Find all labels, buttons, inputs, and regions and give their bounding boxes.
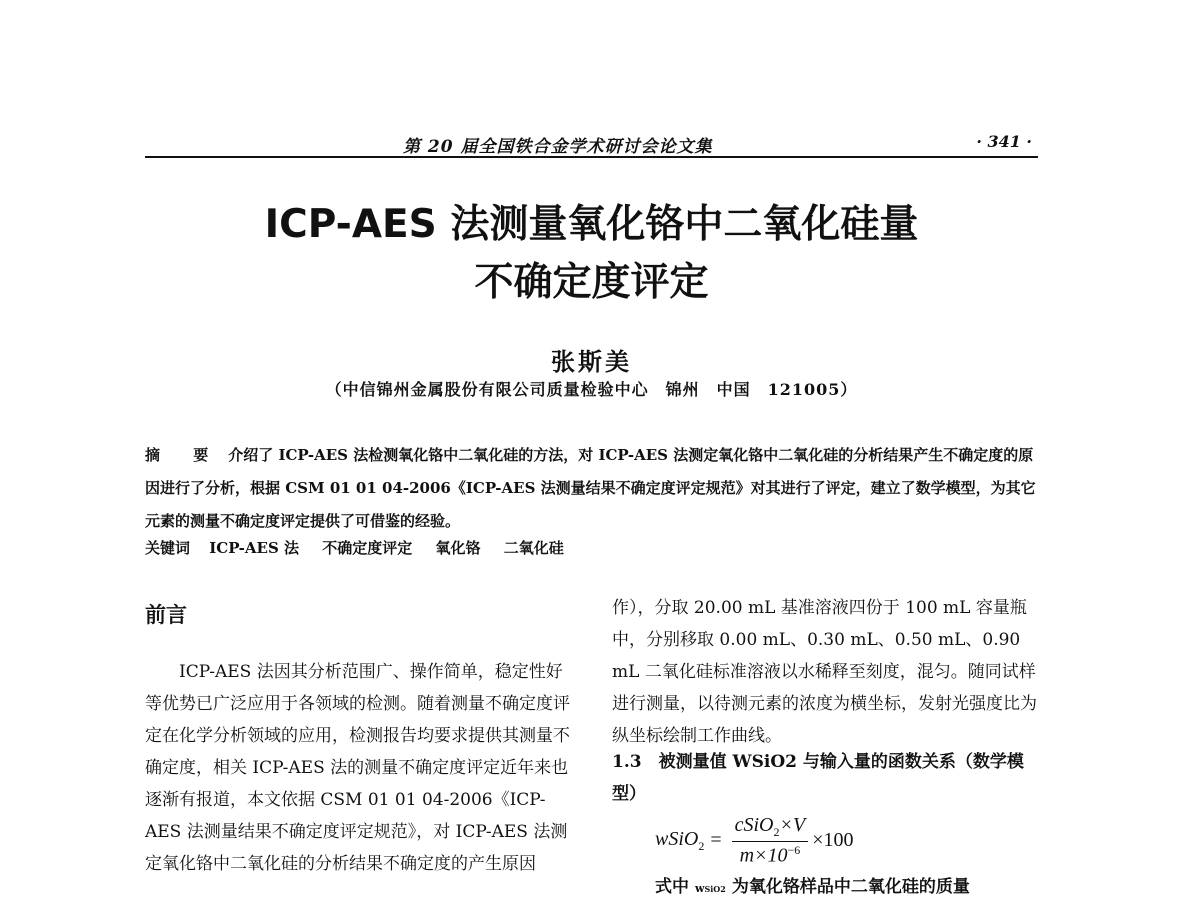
abstract-label: 摘 要 [145,446,223,464]
keyword-item: 二氧化硅 [503,539,564,557]
keywords [145,537,1038,558]
subsection-heading: 1.3 被测量值 WSiO2 与输入量的函数关系（数学模型） [612,752,1024,804]
keyword-item: 氧化铬 [435,539,481,557]
formula [655,814,854,868]
formula-numerator: cSiO$_2$×V [732,814,809,842]
body-left-column: ICP-AES 法因其分析范围广、操作简单，稳定性好等优势已广泛应用于各领域的检测。随着测量不确定度评定在化学分析领域的应用，检测报告均要求提供其测量不确定度，相关 ICP-AES 法的测量不确定度评定近年来也逐渐有报道，本文依据 CSM 01 01 04-2006《ICP-AES 法测量结果不确定度评定规范》，对 ICP-AES 法测定氧化铬中二氧化硅的分析结果不确定度的产生原因 [145,662,570,874]
formula-multiplier: ×100 [812,829,854,852]
section-heading-preface: 前言 [145,603,187,627]
formula-denominator: $m\times 10^{-6}$ [739,843,801,867]
formula-lhs: wSiO$_2$ [655,827,705,853]
paper-title [145,196,1038,312]
title-line-1: ICP-AES 法测量氧化铬中二氧化硅量 [264,202,919,247]
formula-equals: = [710,829,722,852]
title-line-2: 不确定度评定 [474,260,709,305]
keyword-item: 不确定度评定 [322,539,413,557]
body-right-column: 作），分取 20.00 mL 基准溶液四份于 100 mL 容量瓶中，分别移取 0.00 mL、0.30 mL、0.50 mL、0.90 mL 二氧化硅标准溶液以水稀释至刻度，混匀。随同试样进行测量，以待测元素的浓度为横坐标，发射光强度比为纵坐标绘制工作曲线。 [612,598,1037,746]
author-name: 张斯美 [551,347,632,376]
page-number: · 341 · [976,132,1032,151]
formula-fraction [732,814,809,868]
abstract-text: 介绍了 ICP-AES 法检测氧化铬中二氧化硅的方法，对 ICP-AES 法测定氧化铬中二氧化硅的分析结果产生不确定度的原因进行了分析，根据 CSM 01 01 04-2006《ICP-AES 法测量结果不确定度评定规范》对其进行了评定，建立了数学模型，为其它元素的测量不确定度评定提供了可借鉴的经验。 [145,446,1036,530]
formula-definition: 式中 wSiO2 为氧化铬样品中二氧化硅的质量 [655,877,970,897]
header-rule [145,156,1038,158]
formula-symbol: wSiO2 [695,882,726,895]
journal-title: 第 20 届全国铁合金学术研讨会论文集 [403,137,713,157]
keyword-item: ICP-AES 法 [209,539,300,557]
keywords-label: 关键词 [145,539,191,557]
running-header [145,128,1038,158]
author-affiliation: （中信锦州金属股份有限公司质量检验中心 锦州 中国 121005） [325,380,858,399]
abstract [145,439,1038,538]
